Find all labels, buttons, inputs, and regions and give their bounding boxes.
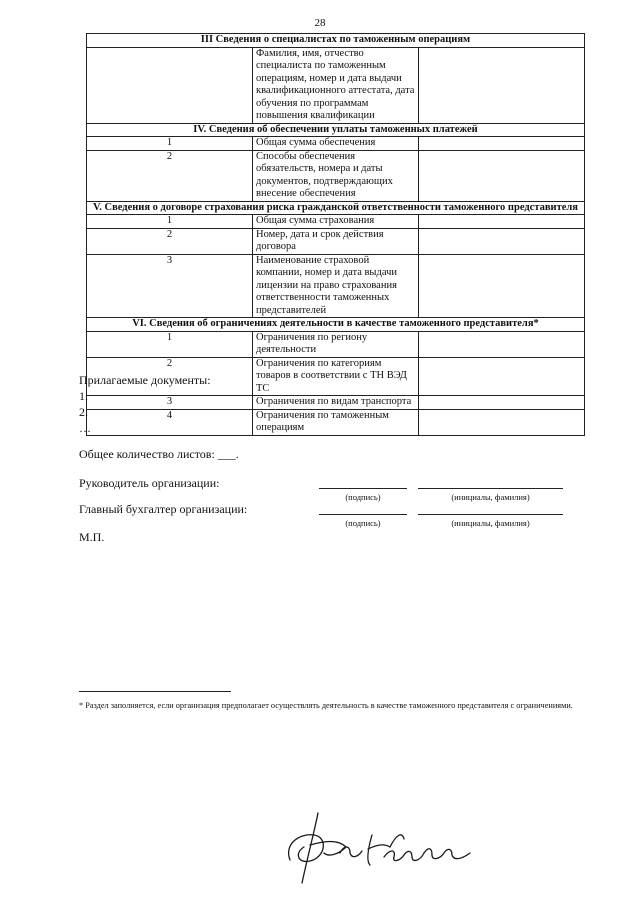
chief-accountant-label: Главный бухгалтер организации: <box>79 502 248 516</box>
row-number: 3 <box>87 396 253 410</box>
row-value-cell[interactable] <box>419 357 585 396</box>
stamp-place-label: М.П. <box>79 530 105 544</box>
footnote-separator <box>79 691 231 692</box>
section-header-row <box>87 34 585 48</box>
row-description: Общая сумма обеспечения <box>253 137 419 151</box>
attached-documents-heading: Прилагаемые документы: <box>79 373 211 387</box>
page-number: 28 <box>314 17 326 29</box>
signature-caption: (подпись) <box>345 518 381 528</box>
row-number: 2 <box>87 150 253 201</box>
row-description: Ограничения по категориям товаров в соответствии с ТН ВЭД ТС <box>253 357 419 396</box>
row-number: 2 <box>87 357 253 396</box>
row-value-cell[interactable] <box>419 228 585 254</box>
accountant-name-line[interactable] <box>418 514 563 515</box>
attached-documents-ellipsis: … <box>79 421 91 435</box>
name-caption: (инициалы, фамилия) <box>451 518 530 528</box>
row-number: 3 <box>87 254 253 318</box>
row-value-cell[interactable] <box>419 331 585 357</box>
row-description: Номер, дата и срок действия договора <box>253 228 419 254</box>
row-description: Ограничения по видам транспорта <box>253 396 419 410</box>
attached-document-item: 2. <box>79 405 88 419</box>
row-value-cell[interactable] <box>419 254 585 318</box>
head-signature-line[interactable] <box>319 488 407 489</box>
row-value-cell[interactable] <box>419 215 585 229</box>
table-row <box>87 150 585 201</box>
handwritten-signature <box>280 805 480 885</box>
name-caption: (инициалы, фамилия) <box>451 492 530 502</box>
section-6-title: VI. Сведения об ограничениях деятельности в качестве таможенного представителя* <box>87 318 585 332</box>
section-5-title: V. Сведения о договоре страхования риска гражданской ответственности таможенного представителя <box>87 201 585 215</box>
row-number: 4 <box>87 409 253 435</box>
total-sheets-label: Общее количество листов: ___. <box>79 447 239 461</box>
attached-document-item: 1. <box>79 389 88 403</box>
row-number: 2 <box>87 228 253 254</box>
table-row <box>87 47 585 123</box>
row-description: Наименование страховой компании, номер и дата выдачи лицензии на право страхования ответственности таможенных представителей <box>253 254 419 318</box>
section-header-row <box>87 123 585 137</box>
row-description: Ограничения по таможенным операциям <box>253 409 419 435</box>
row-value-cell[interactable] <box>419 150 585 201</box>
table-row <box>87 228 585 254</box>
row-value-cell[interactable] <box>419 409 585 435</box>
section-4-title: IV. Сведения об обеспечении уплаты таможенных платежей <box>87 123 585 137</box>
row-description: Фамилия, имя, отчество специалиста по таможенным операциям, номер и дата выдачи квалификационного аттестата, дата обучения по программам повышения квалификации <box>253 47 419 123</box>
section-header-row <box>87 201 585 215</box>
row-value-cell[interactable] <box>419 137 585 151</box>
table-row <box>87 254 585 318</box>
row-description: Способы обеспечения обязательств, номера и даты документов, подтверждающих внесение обеспечения <box>253 150 419 201</box>
attached-documents <box>79 372 211 436</box>
row-number: 1 <box>87 137 253 151</box>
table-row <box>87 215 585 229</box>
accountant-signature-line[interactable] <box>319 514 407 515</box>
row-description: Ограничения по региону деятельности <box>253 331 419 357</box>
row-value-cell[interactable] <box>419 47 585 123</box>
head-of-organization-label: Руководитель организации: <box>79 476 220 490</box>
row-number: 1 <box>87 215 253 229</box>
head-name-line[interactable] <box>418 488 563 489</box>
row-number <box>87 47 253 123</box>
row-value-cell[interactable] <box>419 396 585 410</box>
footnote: * Раздел заполняется, если организация предполагает осуществлять деятельность в качестве таможенного представителя с ограничениями. <box>79 701 573 710</box>
table-row <box>87 331 585 357</box>
row-number: 1 <box>87 331 253 357</box>
section-header-row <box>87 318 585 332</box>
row-description: Общая сумма страхования <box>253 215 419 229</box>
signature-caption: (подпись) <box>345 492 381 502</box>
table-row <box>87 137 585 151</box>
section-3-title: III Сведения о специалистах по таможенным операциям <box>87 34 585 48</box>
